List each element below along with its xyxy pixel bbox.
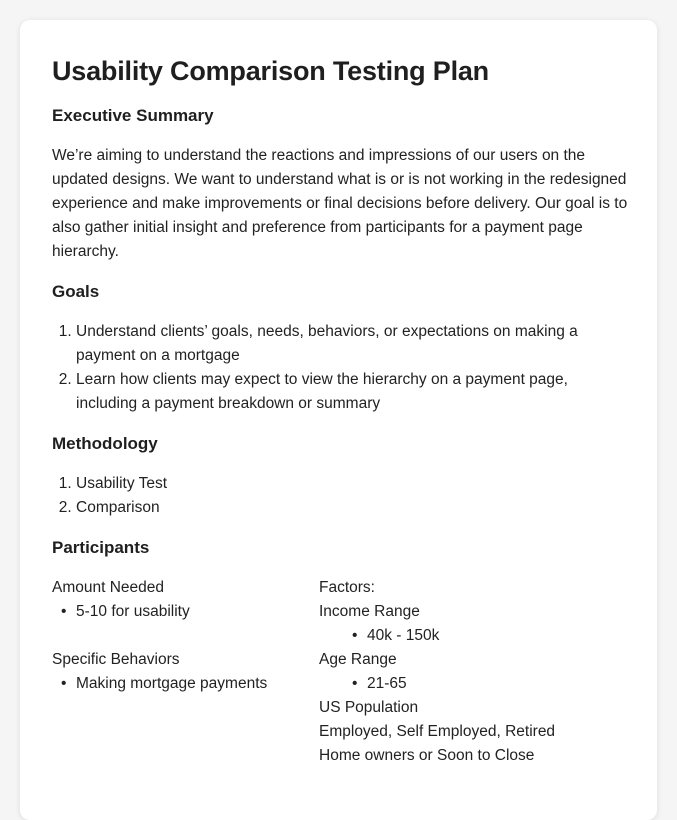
participants-right-column [319, 576, 639, 768]
goal-item: 1. Understand clients’ goals, needs, behaviors, or expectations on making a payment on a mortgage [76, 320, 616, 368]
methodology-heading: Methodology [52, 434, 158, 453]
age-range-item [319, 672, 639, 696]
amount-needed-item [52, 600, 312, 624]
specific-behaviors-item [52, 672, 312, 696]
methodology-item: 2. Comparison [76, 496, 625, 520]
goal-item: 2. Learn how clients may expect to view the hierarchy on a payment page, including a payment breakdown or summary [76, 368, 616, 416]
bullet-icon: • [61, 603, 67, 620]
income-range-item [319, 624, 639, 648]
income-range-label: Income Range [319, 603, 420, 620]
specific-behaviors-value: Making mortgage payments [76, 675, 268, 692]
population-text: US Population [319, 699, 419, 716]
document-card [20, 20, 657, 820]
bullet-icon: • [352, 675, 358, 692]
page-title: Usability Comparison Testing Plan [52, 56, 489, 86]
participants-columns [52, 576, 625, 776]
specific-behaviors-label: Specific Behaviors [52, 651, 180, 668]
bullet-icon: • [352, 627, 358, 644]
employment-text: Employed, Self Employed, Retired [319, 723, 556, 740]
age-range-label: Age Range [319, 651, 397, 668]
income-range-value: 40k - 150k [367, 627, 440, 644]
amount-needed-label: Amount Needed [52, 579, 165, 596]
participants-left-column [52, 576, 312, 696]
methodology-item: 1. Usability Test [76, 472, 625, 496]
bullet-icon: • [61, 675, 67, 692]
amount-needed-value: 5-10 for usability [76, 603, 190, 620]
participants-heading: Participants [52, 538, 150, 557]
factors-label: Factors: [319, 579, 375, 596]
methodology-list [52, 472, 625, 520]
executive-summary-heading: Executive Summary [52, 106, 214, 125]
homeowners-text: Home owners or Soon to Close [319, 747, 535, 764]
goals-heading: Goals [52, 282, 100, 301]
goals-list [52, 320, 625, 416]
executive-summary-text: We’re aiming to understand the reactions and impressions of our users on the updated designs. We want to understand what is or is not working in the redesigned experience and make improvements or final decisions before delivery. Our goal is to also gather initial insight and preference from participants for a payment page hierarchy. [52, 147, 628, 260]
age-range-value: 21-65 [367, 675, 407, 692]
